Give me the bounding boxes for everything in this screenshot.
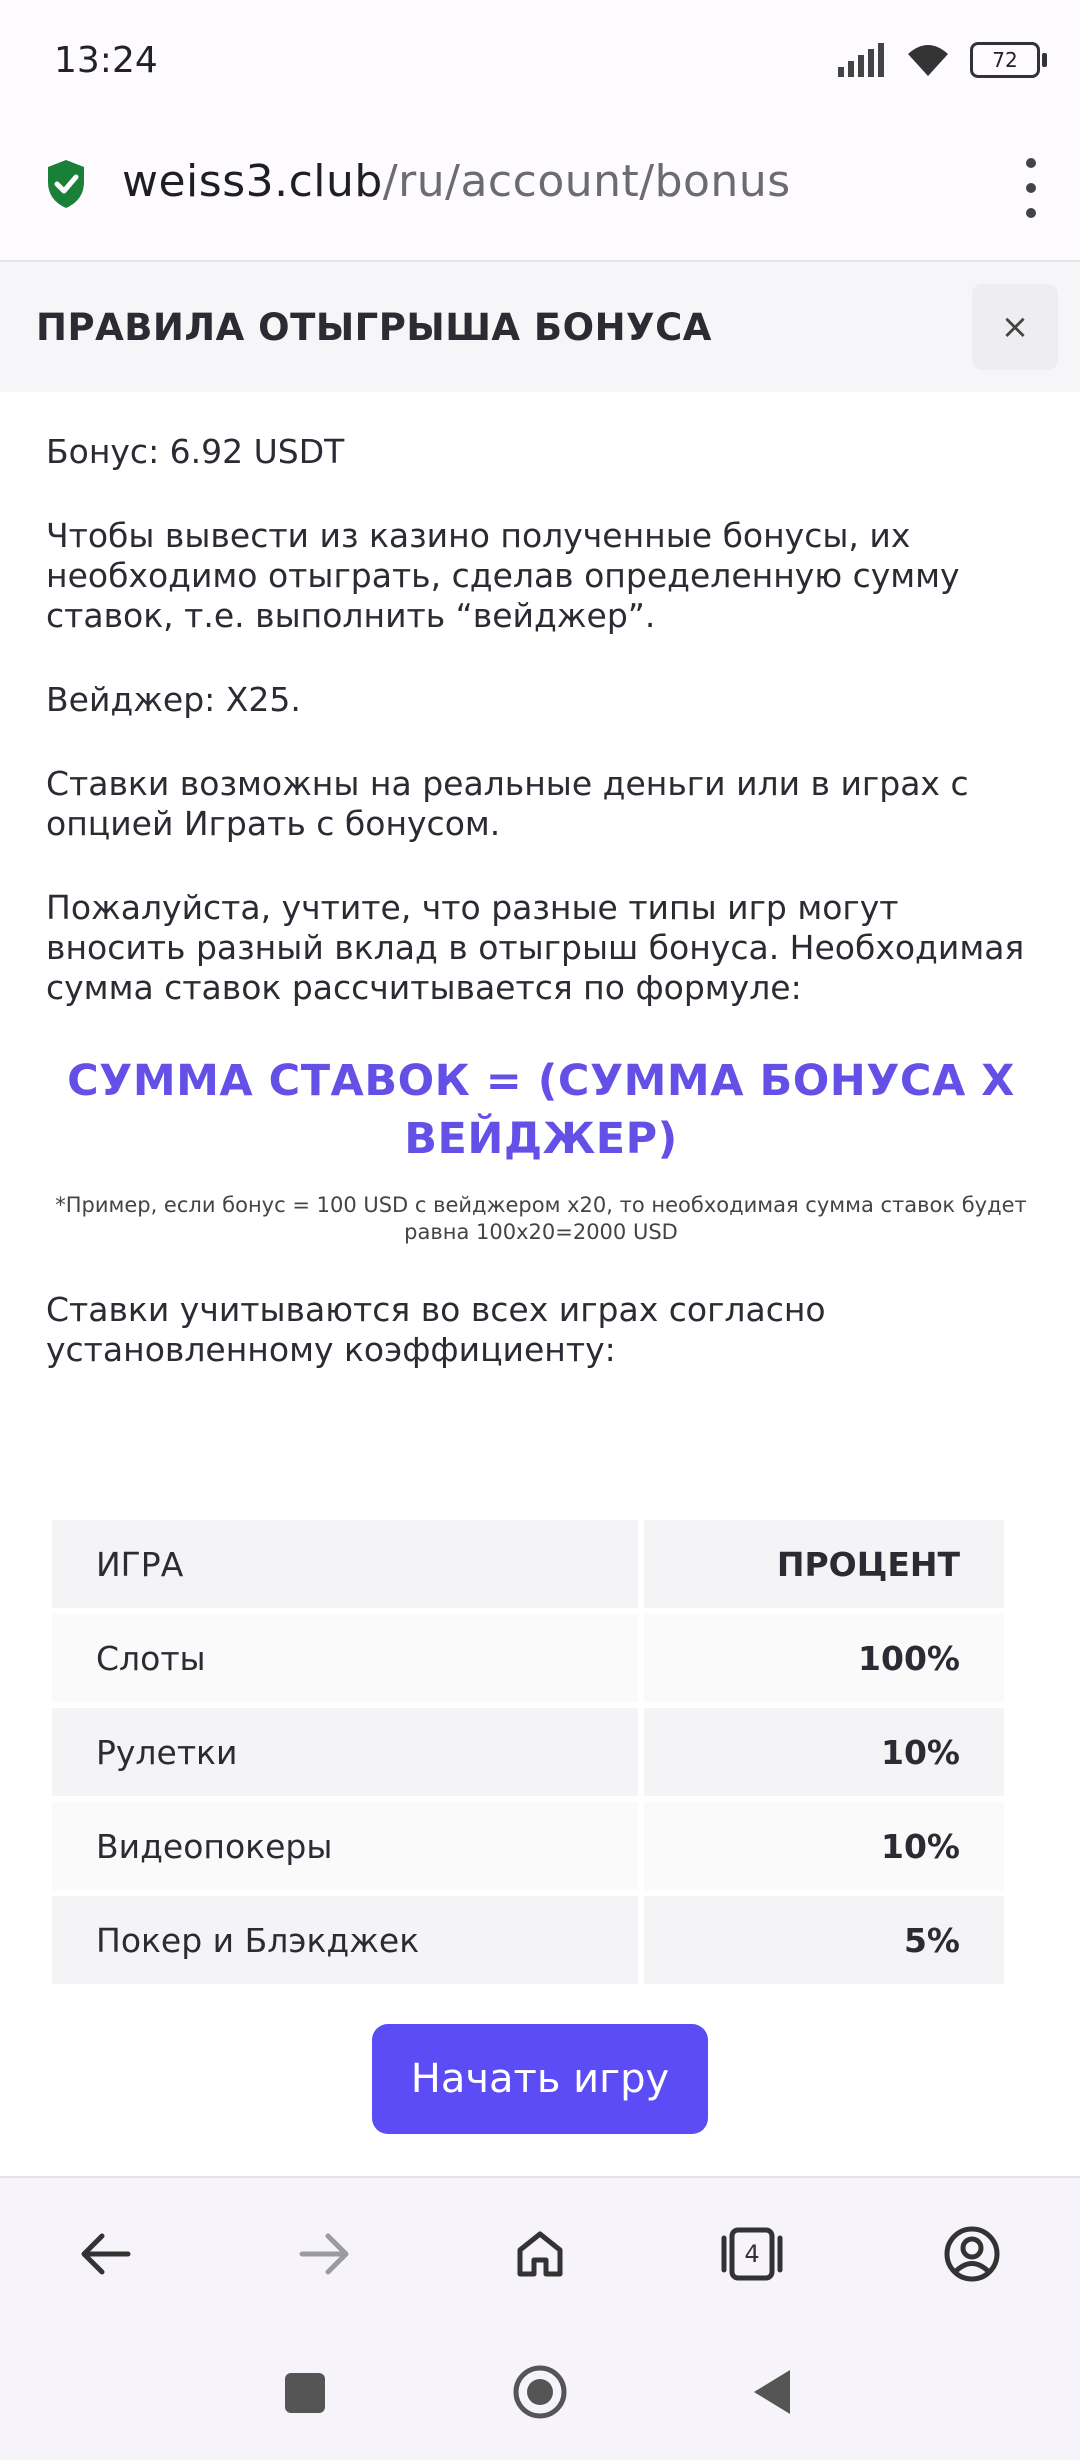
rules-paragraph-3: Пожалуйста, учтите, что разные типы игр могут вносить разный вклад в отыгрыш бонуса. Необходимая сумма ставок рассчитывается по формуле: (46, 888, 1025, 1007)
back-triangle-icon[interactable] (752, 2368, 792, 2416)
more-dot-icon (1026, 208, 1036, 218)
game-name: Слоты (52, 1614, 638, 1702)
url-domain: weiss3.club (122, 156, 383, 207)
contribution-table[interactable] (52, 1520, 1004, 1960)
rules-paragraph-4: Ставки учитываются во всех играх согласно установленному коэффициенту: (46, 1290, 826, 1369)
arrow-right-icon (298, 2232, 350, 2276)
game-name: Видеопокеры (52, 1802, 638, 1890)
recents-icon[interactable] (284, 2372, 326, 2414)
game-name: Покер и Блэкджек (52, 1896, 638, 1984)
header-percent: ПРОЦЕНТ (644, 1520, 1004, 1608)
bonus-rules-modal (0, 262, 1080, 2176)
home-button[interactable] (510, 2224, 570, 2284)
table-row (52, 1802, 1004, 1890)
modal-content (46, 432, 1036, 1414)
wager-value: Вейджер: X25. (46, 680, 301, 719)
header-game: ИГРА (52, 1520, 638, 1608)
more-dot-icon (1026, 183, 1036, 193)
table-row (52, 1708, 1004, 1796)
start-game-button[interactable]: Начать игру (372, 2024, 708, 2134)
profile-button[interactable] (942, 2224, 1002, 2284)
bonus-amount: Бонус: 6.92 USDT (46, 432, 345, 471)
signal-icon (836, 43, 886, 77)
modal-title: ПРАВИЛА ОТЫГРЫША БОНУСА (36, 306, 712, 349)
close-button[interactable] (972, 284, 1058, 370)
browser-toolbar (0, 2176, 1080, 2328)
url-text[interactable] (122, 156, 791, 207)
rules-paragraph-2: Ставки возможны на реальные деньги или в играх с опцией Играть с бонусом. (46, 764, 969, 843)
wager-formula: СУММА СТАВОК = (СУММА БОНУСА Х ВЕЙДЖЕР) (67, 1056, 1015, 1164)
formula-example: *Пример, если бонус = 100 USD с вейджером х20, то необходимая сумма ставок будет равна 100х20=2000 USD (55, 1193, 1027, 1244)
game-percent: 10% (644, 1802, 1004, 1890)
status-icons (836, 42, 1040, 78)
rules-paragraph-1: Чтобы вывести из казино полученные бонусы, их необходимо отыграть, сделав определенную сумму ставок, т.е. выполнить “вейджер”. (46, 516, 960, 635)
browser-address-bar[interactable] (0, 130, 1080, 262)
secure-shield-icon[interactable] (44, 158, 88, 210)
table-row (52, 1614, 1004, 1702)
forward-button[interactable] (294, 2224, 354, 2284)
home-circle-icon[interactable] (512, 2364, 568, 2420)
more-dot-icon (1026, 158, 1036, 168)
browser-menu-button[interactable] (1016, 158, 1046, 218)
battery-level: 72 (992, 48, 1018, 72)
game-percent: 100% (644, 1614, 1004, 1702)
account-icon (943, 2225, 1001, 2283)
home-icon (514, 2228, 566, 2280)
game-percent: 10% (644, 1708, 1004, 1796)
game-name: Рулетки (52, 1708, 638, 1796)
arrow-left-icon (80, 2232, 132, 2276)
wifi-icon (904, 42, 952, 78)
game-percent: 5% (644, 1896, 1004, 1984)
table-row (52, 1896, 1004, 1984)
table-header-row (52, 1520, 1004, 1608)
url-path: /ru/account/bonus (382, 156, 791, 207)
close-icon: × (1000, 307, 1030, 347)
system-navigation-bar (0, 2326, 1080, 2460)
status-bar (0, 0, 1080, 130)
tabs-button[interactable] (722, 2224, 782, 2284)
modal-header (0, 262, 1080, 392)
status-time: 13:24 (54, 40, 158, 81)
tab-count: 4 (744, 2240, 760, 2268)
back-button[interactable] (76, 2224, 136, 2284)
battery-icon (970, 42, 1040, 78)
